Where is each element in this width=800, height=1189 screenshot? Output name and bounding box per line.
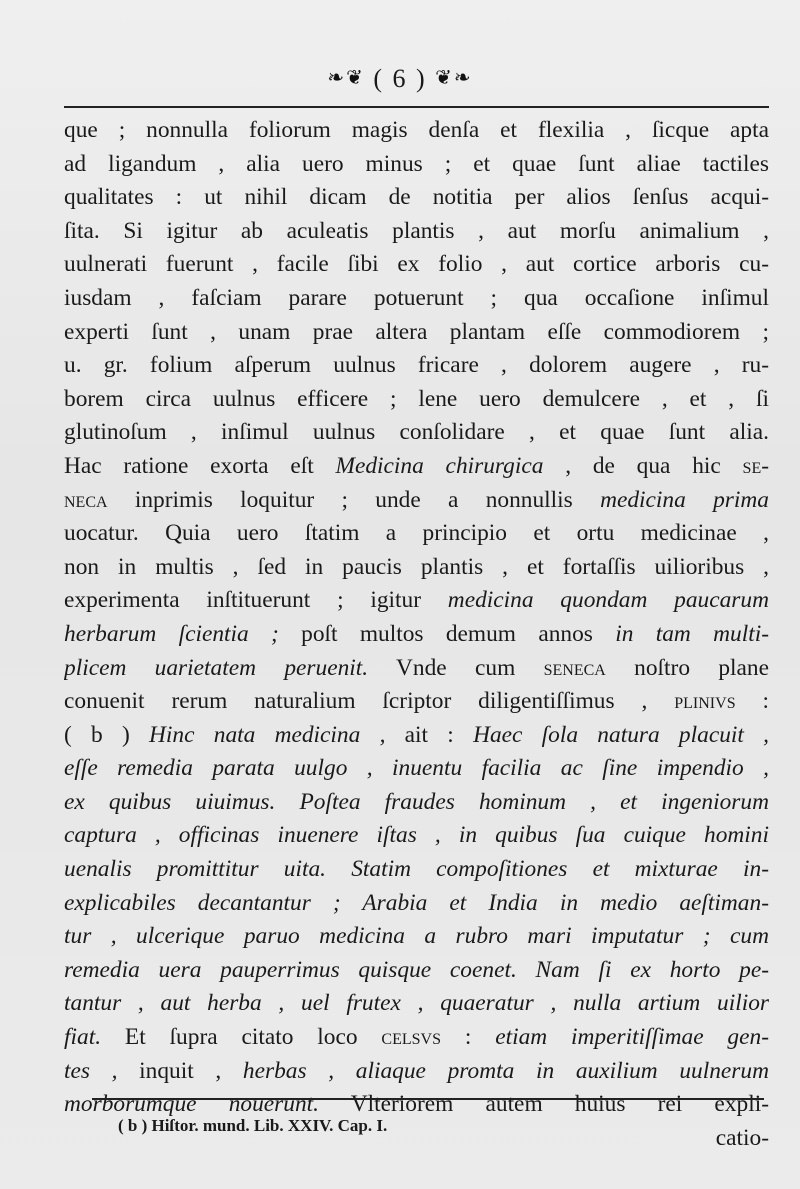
text-line	[64, 987, 769, 1021]
italic-text: Hinc nata medicina ,	[149, 721, 386, 748]
italic-text: in tam multi-	[615, 620, 769, 647]
text-segment: inquit ,	[117, 1057, 243, 1084]
text-line	[64, 853, 769, 887]
text-segment: ad ligandum , alia uero minus ; et quae ſunt aliae tactiles	[64, 150, 769, 177]
text-line	[64, 383, 769, 417]
italic-text: ex quibus uiuimus. Poſtea fraudes hominum , et ingeniorum	[64, 788, 769, 815]
text-segment: Vnde cum	[368, 654, 544, 681]
italic-text: remedia uera pauperrimus quisque coenet. Nam ſi ex horto pe-	[64, 956, 769, 983]
text-line	[64, 652, 769, 686]
italic-text: fiat.	[64, 1024, 102, 1051]
italic-text: explicabiles decantantur ; Arabia et India in medio aeſtiman-	[64, 889, 769, 916]
italic-text: herbas , aliaque promta in auxilium uulnerum	[242, 1057, 769, 1084]
header-rule	[64, 106, 769, 108]
italic-text: medicina quondam paucarum	[447, 587, 769, 614]
text-segment: Hac ratione exorta eſt	[64, 452, 336, 479]
text-line	[64, 786, 769, 820]
text-segment: non in multis , ſed in paucis plantis , et fortaſſis uilioribus ,	[64, 553, 769, 580]
text-segment: uulnerati fuerunt , facile ſibi ex folio , aut cortice arboris cu-	[64, 251, 769, 278]
text-line	[64, 215, 769, 249]
text-line	[64, 584, 769, 618]
text-line	[64, 719, 769, 753]
text-line	[64, 349, 769, 383]
italic-text: medicina prima	[600, 486, 769, 513]
italic-text: Medicina chirurgica	[335, 452, 544, 479]
text-segment: experimenta inſtituerunt ; igitur	[64, 587, 448, 614]
italic-text: plicem uarietatem peruenit.	[64, 654, 369, 681]
italic-text: eſſe remedia parata uulgo , inuentu facilia ac ſine impendio ,	[64, 755, 769, 782]
small-caps-name: seneca	[543, 654, 606, 681]
text-segment: poſt multos demum annos	[278, 620, 616, 647]
text-segment: conuenit rerum naturalium ſcriptor diligentiſſimus ,	[64, 688, 675, 715]
text-segment: inprimis loquitur ; unde a nonnullis	[107, 486, 601, 513]
text-line	[64, 484, 769, 518]
text-segment: catio-	[715, 1124, 769, 1151]
text-line	[64, 551, 769, 585]
text-line	[64, 819, 769, 853]
text-segment: iusdam , faſciam parare potuerunt ; qua occaſione inſimul	[64, 284, 769, 311]
text-line	[64, 416, 769, 450]
small-caps-name: celsvs	[381, 1024, 441, 1051]
text-segment: :	[441, 1024, 496, 1051]
small-caps-name: plinivs	[674, 688, 736, 715]
ornament-right-icon: ❦❧	[435, 67, 473, 89]
text-line	[64, 114, 769, 148]
italic-text: Haec ſola natura placuit ,	[473, 721, 769, 748]
text-segment: experti ſunt , unam prae altera plantam eſſe commodiorem ;	[64, 318, 769, 345]
small-caps-name: se-	[742, 452, 769, 479]
text-segment: que ; nonnulla foliorum magis denſa et flexilia , ſicque apta	[64, 117, 769, 143]
text-line	[64, 1021, 769, 1055]
text-segment: qualitates : ut nihil dicam de notitia per alios ſenſus acqui-	[64, 184, 769, 211]
text-segment: ait :	[385, 721, 474, 748]
text-line	[64, 1055, 769, 1089]
text-segment: u. gr. folium aſperum uulnus fricare , dolorem augere , ru-	[64, 352, 769, 379]
text-segment: :	[735, 688, 769, 715]
italic-text: captura , officinas inuenere iſtas , in quibus ſua cuique homini	[64, 822, 769, 849]
page-header	[0, 64, 800, 94]
italic-text: herbarum ſcientia ;	[64, 620, 279, 647]
text-line	[64, 517, 769, 551]
italic-text: etiam imperitiſſimae gen-	[495, 1024, 769, 1051]
text-line	[64, 685, 769, 719]
footnote-rule	[92, 1098, 764, 1100]
text-segment: uocatur. Quia uero ſtatim a principio et ortu medicinae ,	[64, 520, 769, 547]
text-segment: ( b )	[64, 721, 150, 748]
text-line	[64, 282, 769, 316]
ornament-left-icon: ❧❦	[327, 67, 365, 89]
footnote: ( b ) Hiſtor. mund. Lib. XXIV. Cap. I.	[118, 1116, 388, 1135]
text-line	[64, 954, 769, 988]
text-segment: Et ſupra citato loco	[101, 1024, 382, 1051]
text-segment: borem circa uulnus efficere ; lene uero demulcere , et , ſi	[64, 385, 769, 412]
body-text	[64, 114, 769, 1155]
text-line	[64, 450, 769, 484]
text-segment: noſtro plane	[605, 654, 769, 681]
text-segment: ſita. Si igitur ab aculeatis plantis , aut morſu animalium ,	[64, 217, 769, 244]
italic-text: tantur , aut herba , uel frutex , quaeratur , nulla artium uilior	[64, 990, 769, 1017]
italic-text: tur , ulcerique paruo medicina a rubro mari imputatur ; cum	[64, 923, 769, 950]
italic-text: morborumque nouerunt.	[64, 1091, 319, 1118]
text-line	[64, 920, 769, 954]
text-line	[64, 887, 769, 921]
text-segment: , de qua hic	[543, 452, 743, 479]
text-line	[64, 148, 769, 182]
text-line	[64, 752, 769, 786]
italic-text: uenalis promittitur uita. Statim compoſitiones et mixturae in-	[64, 856, 769, 883]
page-number: ( 6 )	[373, 64, 427, 93]
text-segment: glutinoſum , inſimul uulnus conſolidare , et quae ſunt alia.	[64, 419, 769, 446]
small-caps-name: neca	[64, 486, 108, 513]
text-line	[64, 618, 769, 652]
text-line	[64, 181, 769, 215]
text-line	[64, 316, 769, 350]
italic-text: tes ,	[64, 1057, 118, 1084]
text-segment: Vlteriorem autem huius rei expli-	[319, 1091, 769, 1118]
text-line	[64, 248, 769, 282]
